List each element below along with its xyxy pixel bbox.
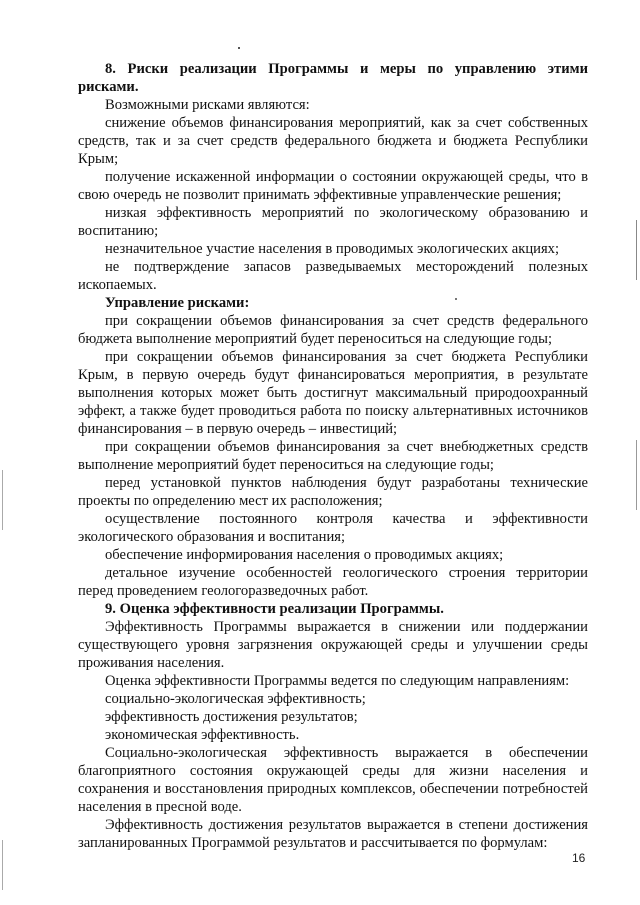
measure-item: обеспечение информирования населения о проводимых акциях; (105, 547, 504, 563)
risk-item: незначительное участие населения в проводимых экологических акциях; (105, 241, 560, 257)
measure-item: детальное изучение особенностей геологического строения территории перед проведением геологоразведочных работ. (78, 565, 588, 599)
body-paragraph: Эффективность Программы выражается в снижении или поддержании существующего уровня загрязнения окружающей среды и улучшении среды проживания населения. (78, 619, 588, 671)
body-paragraph: Эффективность достижения результатов выражается в степени достижения запланированных Программой результатов и рассчитывается по формулам: (78, 817, 588, 851)
scan-mark (636, 220, 637, 280)
scan-mark (636, 440, 637, 510)
risk-management-heading: Управление рисками: (105, 295, 250, 311)
scan-mark (2, 470, 3, 530)
page-number: 16 (572, 851, 586, 865)
section-8-heading: 8. Риски реализации Программы и меры по управлению этими рисками. (78, 61, 588, 95)
document-page (78, 60, 588, 852)
scan-mark (238, 47, 240, 49)
risk-item: получение искаженной информации о состоянии окружающей среды, что в свою очередь не позволит принимать эффективные управленческие решения; (78, 169, 588, 203)
section-9-heading: 9. Оценка эффективности реализации Программы. (105, 601, 444, 617)
scan-mark (455, 298, 457, 300)
risks-intro: Возможными рисками являются: (105, 97, 310, 113)
body-paragraph: Оценка эффективности Программы ведется по следующим направлениям: (105, 673, 570, 689)
direction-item: эффективность достижения результатов; (105, 709, 358, 725)
measure-item: перед установкой пунктов наблюдения будут разработаны технические проекты по определению мест их расположения; (78, 475, 588, 509)
scan-mark (2, 840, 3, 890)
risk-item: снижение объемов финансирования мероприятий, как за счет собственных средств, так и за счет средств федерального бюджета и бюджета Республики Крым; (78, 115, 588, 167)
measure-item: при сокращении объемов финансирования за счет бюджета Республики Крым, в первую очередь будут финансироваться мероприятия, в результате выполнения которых может быть достигнут максимальный природоохранный эффект, а также будет проводиться работа по поиску альтернативных источников финансирования – в первую очередь – инвестиций; (78, 349, 588, 437)
measure-item: при сокращении объемов финансирования за счет внебюджетных средств выполнение мероприятий будет переноситься на следующие годы; (78, 439, 588, 473)
risk-item: низкая эффективность мероприятий по экологическому образованию и воспитанию; (78, 205, 588, 239)
body-paragraph: Социально-экологическая эффективность выражается в обеспечении благоприятного состояния окружающей среды для жизни населения и сохранения и восстановления природных комплексов, обеспечении потребностей населения в пресной воде. (78, 745, 588, 815)
measure-item: при сокращении объемов финансирования за счет средств федерального бюджета выполнение мероприятий будет переноситься на следующие годы; (78, 313, 588, 347)
measure-item: осуществление постоянного контроля качества и эффективности экологического образования и воспитания; (78, 511, 588, 545)
risk-item: не подтверждение запасов разведываемых месторождений полезных ископаемых. (78, 259, 588, 293)
direction-item: экономическая эффективность. (105, 727, 300, 743)
direction-item: социально-экологическая эффективность; (105, 691, 366, 707)
